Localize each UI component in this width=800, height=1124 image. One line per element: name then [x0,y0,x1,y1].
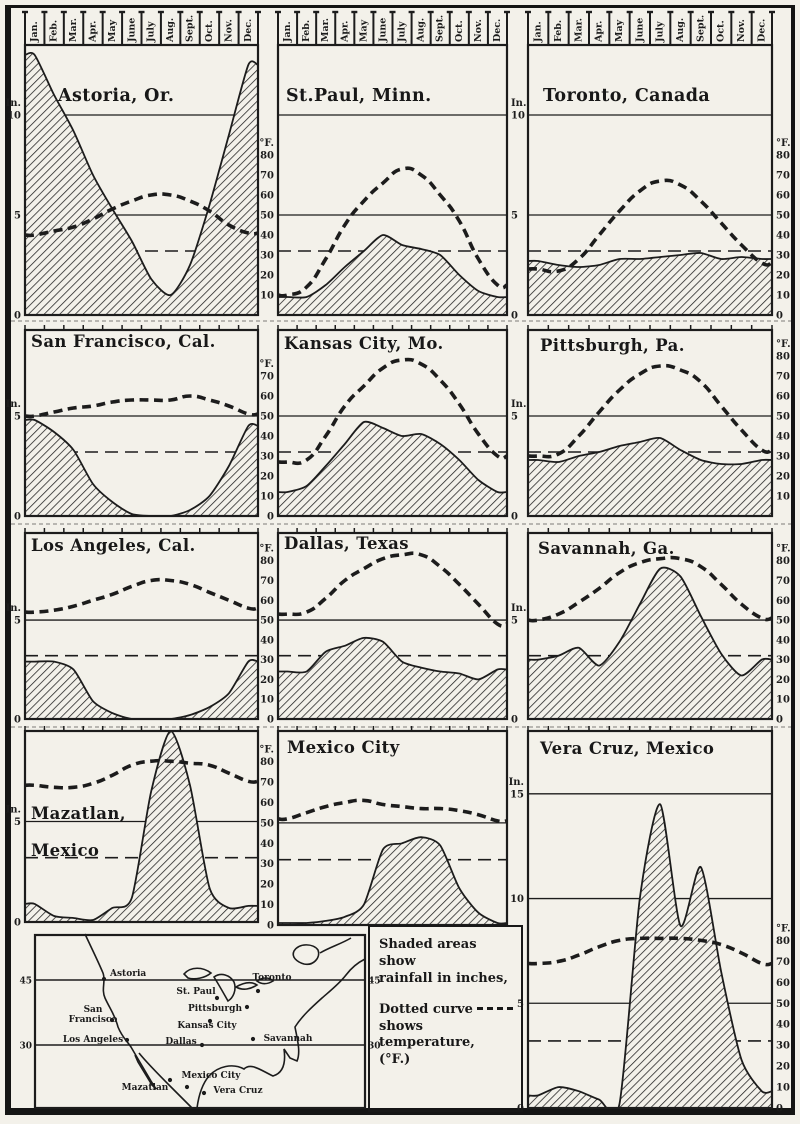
chart-panel-6 [6,528,258,726]
map-city-dot [256,989,260,993]
axis-tick-label: 0 [517,1103,524,1115]
axis-tick-label: 70 [776,170,790,182]
axis-tick-label: °F. [259,359,274,370]
axis-tick-label: 50 [260,615,274,627]
axis-tick-label: 10 [510,894,524,906]
month-label: Dec. [491,18,503,42]
axis-tick-label: °F. [776,339,791,350]
month-label: Feb. [48,19,60,42]
month-label: Mar. [68,17,80,42]
locator-map [19,934,380,1108]
map-city-label: Mazatlan [121,1083,169,1093]
axis-tick-label: 5 [14,816,21,828]
axis-tick-label: 60 [776,190,790,202]
month-label: July [396,21,408,42]
month-label: Sept. [184,14,196,42]
rainfall-area [278,638,507,719]
month-label: Dec. [756,18,768,42]
month-label: Jan. [282,21,294,42]
axis-tick-label: °F. [776,923,791,935]
coastline [184,968,211,979]
axis-tick-label: 50 [260,210,274,222]
axis-tick-label: 80 [260,150,274,162]
axis-tick-label: 0 [267,511,274,523]
axis-tick-label: 5 [511,615,518,627]
axis-tick-label: 10 [776,290,790,302]
legend-line-unit: (°F.) [379,1052,411,1068]
axis-tick-label: In. [508,776,524,788]
month-label: Feb. [301,19,313,42]
axis-tick-label: 60 [776,391,790,403]
axis-tick-label: 80 [776,351,790,363]
chart-panel-2 [528,40,791,322]
axis-tick-label: 50 [776,411,790,423]
map-city-label: St. Paul [176,987,216,997]
axis-tick-label: 60 [260,190,274,202]
axis-tick-label: 20 [776,270,790,282]
map-city-dot [185,1085,189,1089]
chart-panel-1 [259,40,526,322]
map-city-dot [168,1078,172,1082]
axis-tick-label: 0 [14,310,21,322]
month-label: Jan. [532,21,544,42]
axis-tick-label: 5 [14,615,21,627]
coastline [236,983,257,989]
axis-tick-label: 40 [260,431,274,443]
panel-title-veracruz: Vera Cruz, Mexico [540,739,715,758]
axis-tick-label: 70 [776,956,790,968]
month-label: Aug. [675,17,686,42]
dashed-line-sample [477,1007,513,1010]
map-city-label: San Francisco [68,1005,118,1025]
map-city-label: Savannah [263,1034,313,1044]
month-label: Sept. [695,14,707,42]
map-city-dot [125,1038,129,1042]
map-city-label: Kansas City [177,1021,237,1031]
axis-tick-label: 20 [260,270,274,282]
axis-tick-label: 10 [260,900,274,912]
axis-tick-label: °F. [259,744,274,756]
temperature-curve [278,553,507,626]
chart-panel-3 [6,325,258,523]
month-label: Nov. [472,19,484,42]
axis-tick-label: 10 [776,694,790,706]
month-label: Mar. [320,17,332,42]
axis-tick-label: 80 [776,150,790,162]
month-header [22,12,775,45]
latitude-label: 45 [19,976,32,987]
map-city-dot [202,1091,206,1095]
month-label: Aug. [415,17,427,42]
axis-tick-label: In. [5,804,21,816]
panel-title-dallas: Dallas, Texas [284,534,409,553]
axis-tick-label: In. [511,98,527,109]
legend-line-shaded-2: rainfall in inches, [379,970,508,986]
axis-tick-label: 50 [260,818,274,830]
axis-tick-label: 80 [260,556,274,568]
axis-tick-label: 60 [776,595,790,607]
month-label: Nov. [736,19,747,42]
axis-tick-label: 30 [776,250,790,262]
axis-tick-label: 5 [511,411,518,423]
panel-title-mexicocity: Mexico City [287,738,400,757]
rainfall-area [25,731,258,922]
axis-tick-label: 40 [260,838,274,850]
month-label: July [654,21,666,42]
month-label: July [145,21,157,42]
month-label: Apr. [593,20,605,42]
axis-tick-label: 10 [7,110,21,122]
axis-tick-label: 80 [260,757,274,769]
chart-panel-0 [6,40,258,322]
map-city-label: Dallas [165,1037,197,1047]
month-label: Aug. [165,17,177,42]
axis-tick-label: °F. [776,138,791,149]
axis-tick-label: 10 [511,110,525,122]
chart-panel-11 [509,726,791,1115]
month-label: Apr. [339,20,351,42]
axis-tick-label: 15 [510,789,524,801]
axis-tick-label: 50 [776,615,790,627]
map-city-label: Astoria [110,969,147,979]
axis-tick-label: 30 [776,655,790,667]
axis-tick-label: 0 [267,714,274,726]
axis-tick-label: 20 [260,674,274,686]
axis-tick-label: 20 [776,1061,790,1073]
axis-tick-label: °F. [259,138,274,149]
axis-tick-label: 10 [776,1082,790,1094]
panel-title-mazatlan-line1: Mazatlan, [31,804,126,823]
latitude-label: 30 [368,1041,381,1052]
axis-tick-label: 30 [260,859,274,871]
axis-tick-label: 10 [260,290,274,302]
axis-tick-label: °F. [776,543,791,555]
month-label: May [358,19,370,42]
axis-tick-label: 5 [517,998,524,1010]
axis-tick-label: 70 [260,777,274,789]
axis-tick-label: In. [5,603,21,615]
axis-tick-label: 0 [511,714,518,726]
axis-tick-label: 5 [511,210,518,222]
month-label: Mar. [573,17,585,42]
chart-panel-4 [259,325,526,523]
legend-gap [379,988,515,1002]
panel-title-toronto: Toronto, Canada [543,86,711,106]
axis-tick-label: 30 [260,655,274,667]
axis-tick-label: 0 [511,511,518,523]
axis-tick-label: 40 [776,635,790,647]
month-label: Sept. [434,14,446,42]
axis-tick-label: 20 [260,471,274,483]
axis-tick-label: In. [5,98,21,109]
month-label: Oct. [203,20,215,42]
chart-panel-9 [6,726,258,929]
axis-tick-label: 40 [776,1019,790,1031]
rainfall-area [528,568,772,719]
rainfall-area [528,438,772,516]
axis-tick-label: 5 [14,411,21,423]
panel-title-losangeles: Los Angeles, Cal. [31,536,196,555]
legend-line-dotted [379,1002,515,1019]
axis-tick-label: 70 [776,371,790,383]
axis-tick-label: In. [5,399,21,410]
axis-tick-label: 50 [776,998,790,1010]
month-label: May [106,19,118,42]
axis-tick-label: 60 [260,595,274,607]
axis-tick-label: 30 [260,250,274,262]
panel-title-astoria: Astoria, Or. [58,86,175,106]
legend-dotted-label: Dotted curve [379,1001,473,1017]
axis-tick-label: 0 [14,714,21,726]
chart-panel-7 [259,528,526,726]
map-city-dot [200,1043,204,1047]
axis-tick-label: 0 [776,310,783,322]
map-city-dot [251,1037,255,1041]
month-label: Feb. [553,19,564,42]
panel-title-savannah: Savannah, Ga. [538,539,675,558]
axis-tick-label: 40 [260,230,274,242]
axis-tick-label: 20 [260,879,274,891]
map-city-label: Mexico City [181,1071,241,1081]
month-label: June [126,17,138,42]
axis-tick-label: 50 [260,411,274,423]
panel-title-pittsburgh: Pittsburgh, Pa. [540,336,685,355]
axis-tick-label: 70 [260,170,274,182]
latitude-label: 30 [19,1041,32,1052]
month-label: June [634,17,646,42]
rainfall-area [278,422,507,516]
latitude-label: 45 [368,976,381,987]
axis-tick-label: 30 [260,451,274,463]
map-city-label: Los Angeles [62,1035,124,1045]
temperature-curve [25,396,258,416]
month-label: May [614,19,625,42]
axis-tick-label: 40 [776,431,790,443]
rainfall-area [528,253,772,315]
axis-tick-label: 0 [776,1103,783,1115]
month-label: June [377,17,389,42]
axis-tick-label: 70 [260,575,274,587]
axis-tick-label: 0 [14,511,21,523]
axis-tick-label: 20 [776,674,790,686]
axis-tick-label: In. [511,399,527,410]
panel-title-stpaul: St.Paul, Minn. [286,86,432,106]
axis-tick-label: 60 [260,391,274,403]
axis-tick-label: 40 [260,635,274,647]
month-label: Oct. [453,20,465,42]
legend-line-temp: shows temperature, [379,1018,475,1051]
axis-tick-label: 70 [776,575,790,587]
month-label: Nov. [223,19,235,42]
map-city-dot [102,977,106,981]
legend-line-shaded-1: Shaded areas show [379,937,477,969]
rainfall-area [25,419,258,516]
axis-tick-label: °F. [259,543,274,555]
axis-tick-label: 0 [511,310,518,322]
map-city-label: Toronto [252,973,292,983]
coastline [320,938,351,953]
map-city-dot [245,1005,249,1009]
panel-title-sanfrancisco: San Francisco, Cal. [31,332,216,351]
month-label: Oct. [715,20,727,42]
rainfall-area [278,837,507,925]
axis-tick-label: 30 [776,1040,790,1052]
axis-tick-label: 60 [776,977,790,989]
month-label: Jan. [29,21,41,42]
month-label: Dec. [242,18,254,42]
rainfall-area [25,660,258,719]
panel-title-mazatlan-line2: Mexico [31,841,100,860]
axis-tick-label: 10 [260,491,274,503]
axis-tick-label: 60 [260,797,274,809]
legend-box [368,925,523,1112]
axis-tick-label: 10 [776,491,790,503]
axis-tick-label: 30 [776,451,790,463]
temperature-curve [25,580,258,613]
panel-title-kansascity: Kansas City, Mo. [284,334,444,353]
axis-tick-label: 0 [14,917,21,929]
map-city-label: Pittsburgh [188,1004,242,1014]
axis-tick-label: 50 [776,210,790,222]
coastline [293,945,318,964]
axis-tick-label: 0 [776,714,783,726]
axis-tick-label: 10 [260,694,274,706]
axis-tick-label: 40 [776,230,790,242]
temperature-curve [278,800,507,821]
map-city-label: Vera Cruz [213,1086,263,1096]
axis-tick-label: 80 [776,935,790,947]
axis-tick-label: 20 [776,471,790,483]
axis-tick-label: 80 [776,556,790,568]
axis-tick-label: 5 [14,210,21,222]
axis-tick-label: 70 [260,371,274,383]
temperature-curve [25,761,258,788]
axis-tick-label: 0 [267,920,274,932]
axis-tick-label: In. [511,603,527,615]
month-label: Apr. [87,20,99,42]
